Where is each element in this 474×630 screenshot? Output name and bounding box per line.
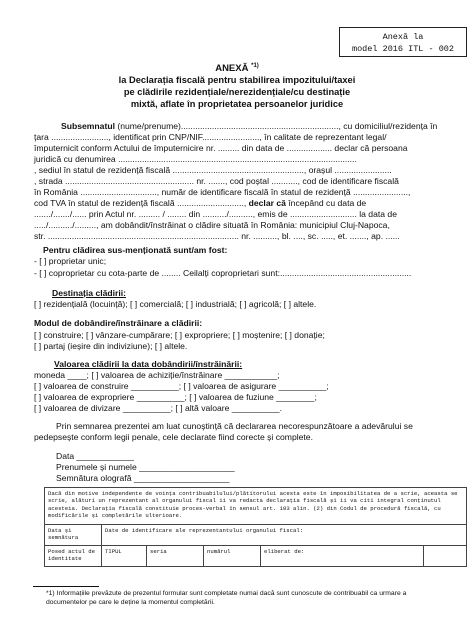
intro-line10: ...../........../........., am dobândit/înstrăinat o clădire situată în România: municipiul Cluj-Napoca, <box>34 220 390 230</box>
table-id-series: seria <box>147 546 204 567</box>
ownership-option-sole: - [ ] proprietar unic; <box>34 256 107 266</box>
footnote-rule <box>33 586 99 587</box>
intro-line1 <box>61 121 437 132</box>
annex-title-text: ANEXĂ <box>215 63 249 75</box>
annex-title <box>0 63 474 74</box>
intro-line11: str. ................................................................................ nr. .........., bl. ...., sc. ....., et. ......., ap. ...... <box>34 231 400 241</box>
intro-line4: juridică cu denumirea .................................................................................................... <box>34 154 357 164</box>
heading-line1: la Declarația fiscală pentru stabilirea impozitului/taxei <box>118 75 356 85</box>
intro-line7: în România ................................, număr de identificare fiscală în statul de rezidență ......................., <box>34 187 411 197</box>
intro-line8 <box>34 198 366 209</box>
signature-sign: Semnătura olografă ____________________ <box>56 473 230 483</box>
table-date-sign: Data și semnătura <box>45 525 102 546</box>
signature-date: Data ____________ <box>56 451 134 461</box>
table-representative-label: Date de identificare ale reprezentantului organului fiscal: <box>102 525 467 546</box>
value-line2: [ ] valoarea de construire __________; [ ] valoarea de asigurare __________; <box>34 381 329 391</box>
table-id-number: numărul <box>204 546 261 567</box>
value-title: Valoarea clădirii la data dobândirii/înstrăinării: <box>54 359 243 369</box>
intro-line1-text: (nume/prenume).................................................................., cu domiciliul/rezidența în <box>114 121 438 131</box>
intro-line8-a: cod TVA în statul de rezidență fiscală ............................, <box>34 198 249 208</box>
acquisition-title: Modul de dobândire/înstrăinare a clădirii: <box>34 318 203 328</box>
table-id-type: TIPUL <box>102 546 147 567</box>
intro-line6: , strada ...................................................... nr. ......., cod poștal ..........., cod de identificare fiscală <box>34 176 399 186</box>
intro-line8-c: începând cu data de <box>285 198 367 208</box>
signature-name: Prenumele și numele ____________________ <box>56 462 235 472</box>
intro-label: Subsemnatul <box>61 121 115 131</box>
table-empty-cell <box>424 546 467 567</box>
annex-stamp-line1: Anexă la <box>382 32 424 42</box>
acquisition-options-line2: [ ] partaj (ieșire din indiviziune); [ ] altele. <box>34 341 188 351</box>
footnote-line2: documentelor pe care le deține la momentul completării. <box>46 598 215 606</box>
intro-line3: împuternicit conform Actului de împuternicire nr. ......... din data de ................... declar că persoana <box>34 143 408 153</box>
ownership-option-co: - [ ] coproprietar cu cota-parte de ........ Ceilalți coproprietari sunt:....................................................... <box>34 268 412 278</box>
heading-line3: mixtă, aflate în proprietatea persoanelor juridice <box>130 99 344 109</box>
value-line4: [ ] valoarea de divizare __________; [ ] altă valoare __________. <box>34 403 282 413</box>
intro-line9: ......./......./...... prin Actul nr. ......... / ........ din ........../.........., emis de ............................ la data de <box>34 209 397 219</box>
acquisition-options-line1: [ ] construire; [ ] vânzare-cumpărare; [ ] expropriere; [ ] moștenire; [ ] donație; <box>34 330 325 340</box>
footnote-line1: *1) Informațiile prevăzute de prezentul formular sunt completate numai dacă sunt cunoscute de contribuabil ca urmare a <box>46 590 407 597</box>
heading-line2: pe clădirile rezidențiale/nerezidențiale/cu destinație <box>123 87 351 97</box>
table-id-issuer: eliberat de: <box>261 546 424 567</box>
table-id-doc: Posed actul de identitate <box>45 546 102 567</box>
intro-line5: , sediul în statul de rezidență fiscală ......................................................., orașul ........................ <box>34 165 392 175</box>
intro-line2: țara ........................, identificat prin CNP/NIF........................, în calitate de reprezentant legal/ <box>34 132 387 142</box>
destination-options: [ ] rezidențială (locuință); [ ] comercială; [ ] industrială; [ ] agricolă; [ ] altele. <box>34 299 317 309</box>
statement-line2: pedepsește conform legii penale, cele declarate fiind corecte și complete. <box>34 432 313 442</box>
footnote <box>46 590 406 607</box>
annex-stamp-box <box>339 27 467 57</box>
ownership-title: Pentru clădirea sus-menționată sunt/am fost: <box>43 245 228 255</box>
annex-footnote-ref: *1) <box>251 63 259 69</box>
statement-line1: Prin semnarea prezentei am luat cunoștință că declararea necorespunzătoare a adevărului se <box>56 421 413 431</box>
value-line1: moneda ____; [ ] valoarea de achiziție/înstrăinare ___________; <box>34 370 280 380</box>
intro-declar: declar că <box>248 198 286 208</box>
value-line3: [ ] valoarea de expropriere __________; [ ] valoarea de fuziune ________; <box>34 392 317 402</box>
fiscal-representative-table <box>44 487 467 567</box>
destination-title: Destinația clădirii: <box>52 288 127 298</box>
annex-stamp-line2: model 2016 ITL - 002 <box>351 44 455 54</box>
table-notice: Dacă din motive independente de voința contribuabilului/plătitorului acesta este în imposibilitatea de a scrie, aceasta se scrie, alături un reprezentant al organului fiscal ii va redacta declarația fiscală și ii va citi integral conținutul acesteia. Declarația fiscală constituie proces-verbal în sensul art. 103 alin. (2) din Codul de procedură fiscală, cu modificările și completările ulterioare. <box>45 488 467 525</box>
